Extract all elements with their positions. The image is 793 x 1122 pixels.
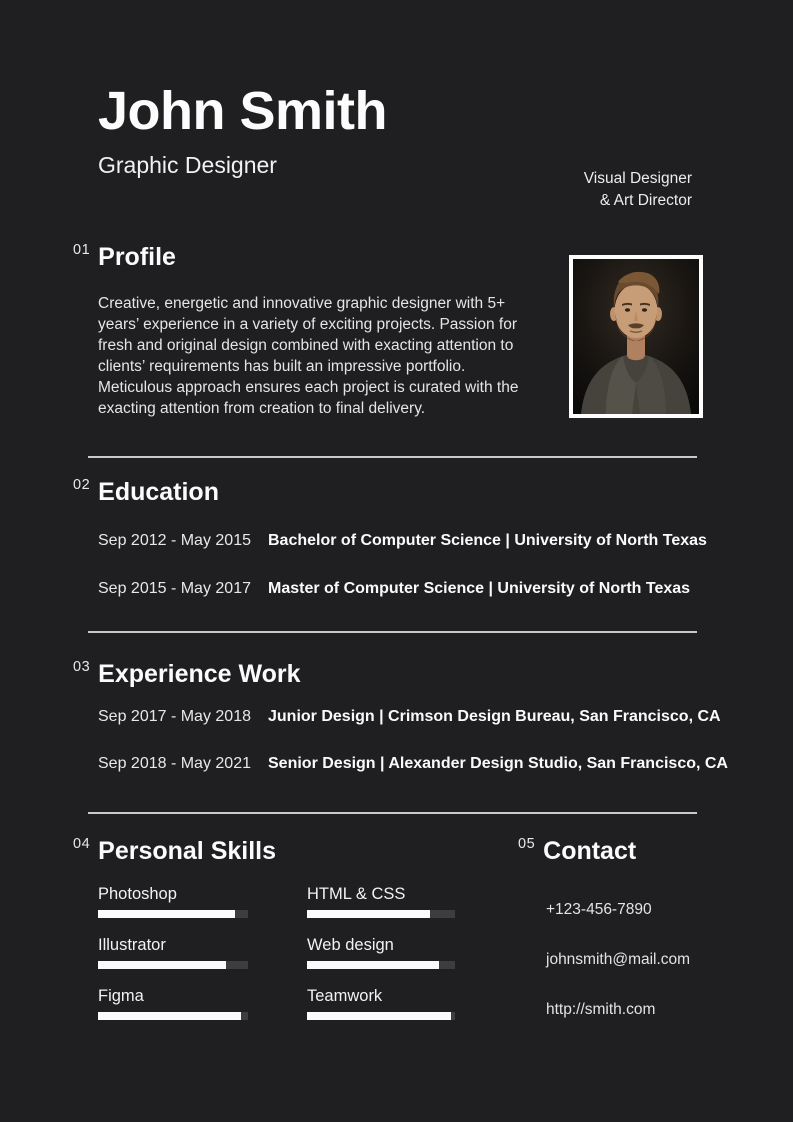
skill-item: [307, 936, 455, 969]
section-title: Education: [98, 478, 219, 506]
skill-progress-bar: [307, 1012, 455, 1020]
skill-item: [98, 885, 248, 918]
experience-role: Senior Design | Alexander Design Studio, San Francisco, CA: [268, 755, 728, 772]
skill-progress-fill: [98, 910, 235, 918]
section-divider: [88, 631, 697, 633]
contact-email: johnsmith@mail.com: [546, 951, 691, 968]
section-number: 04: [73, 836, 91, 852]
skill-progress-fill: [98, 1012, 241, 1020]
skill-item: [98, 987, 248, 1020]
job-title: Graphic Designer: [98, 152, 277, 178]
profile-photo: [569, 255, 703, 418]
education-degree: Bachelor of Computer Science | University of North Texas: [268, 532, 707, 549]
skill-progress-bar: [307, 961, 455, 969]
skill-label: Web design: [307, 936, 394, 954]
skill-item: [307, 885, 455, 918]
education-degree: Master of Computer Science | University of North Texas: [268, 580, 691, 597]
person-name: John Smith: [98, 81, 387, 141]
skill-progress-fill: [307, 1012, 451, 1020]
section-number: 03: [73, 659, 91, 675]
experience-item: [98, 754, 728, 773]
skill-label: Figma: [98, 987, 144, 1005]
contact-website: http://smith.com: [546, 1001, 656, 1018]
skill-progress-bar: [98, 1012, 248, 1020]
experience-item: [98, 707, 721, 726]
education-period: Sep 2012 - May 2015: [98, 532, 251, 549]
skill-progress-fill: [307, 910, 430, 918]
section-heading-contact: [518, 838, 636, 864]
skills-grid: [98, 885, 455, 1020]
experience-period: Sep 2017 - May 2018: [98, 708, 251, 725]
profile-text: Creative, energetic and innovative graphic designer with 5+ years’ experience in a variety of exciting projects. Passion for fresh and original design combined with exacting attention to clients’ requirements has built an impressive portfolio. Meticulous approach ensures each project is curated with the exacting attention from creation to final delivery.: [98, 295, 519, 417]
skill-progress-bar: [98, 910, 248, 918]
tagline: [584, 168, 692, 212]
section-heading-profile: [73, 244, 176, 270]
section-heading-experience: [73, 661, 301, 687]
section-title: Contact: [543, 837, 637, 865]
skill-label: HTML & CSS: [307, 885, 406, 903]
education-item: [98, 579, 718, 598]
experience-role: Junior Design | Crimson Design Bureau, San Francisco, CA: [268, 708, 721, 725]
skill-item: [98, 936, 248, 969]
portrait-illustration: [573, 259, 699, 414]
skill-progress-fill: [307, 961, 439, 969]
section-heading-education: [73, 479, 219, 505]
skill-progress-bar: [307, 910, 455, 918]
section-title: Experience Work: [98, 660, 301, 688]
section-number: 01: [73, 242, 91, 258]
skill-label: Illustrator: [98, 936, 166, 954]
education-list: [98, 531, 718, 627]
section-heading-skills: [73, 838, 276, 864]
section-number: 02: [73, 477, 91, 493]
education-item: [98, 531, 718, 550]
section-number: 05: [518, 836, 536, 852]
skill-label: Teamwork: [307, 987, 383, 1005]
section-title: Profile: [98, 243, 176, 271]
education-period: Sep 2015 - May 2017: [98, 580, 251, 597]
tagline-line-2: & Art Director: [599, 192, 692, 209]
section-title: Personal Skills: [98, 837, 277, 865]
experience-period: Sep 2018 - May 2021: [98, 755, 251, 772]
section-divider: [88, 812, 697, 814]
tagline-line-1: Visual Designer: [583, 170, 692, 187]
contact-phone: +123-456-7890: [546, 901, 652, 918]
contact-list: [546, 900, 690, 1050]
section-divider: [88, 456, 697, 458]
skill-progress-fill: [98, 961, 226, 969]
skill-progress-bar: [98, 961, 248, 969]
skill-item: [307, 987, 455, 1020]
experience-list: [98, 707, 728, 801]
skill-label: Photoshop: [98, 885, 177, 903]
